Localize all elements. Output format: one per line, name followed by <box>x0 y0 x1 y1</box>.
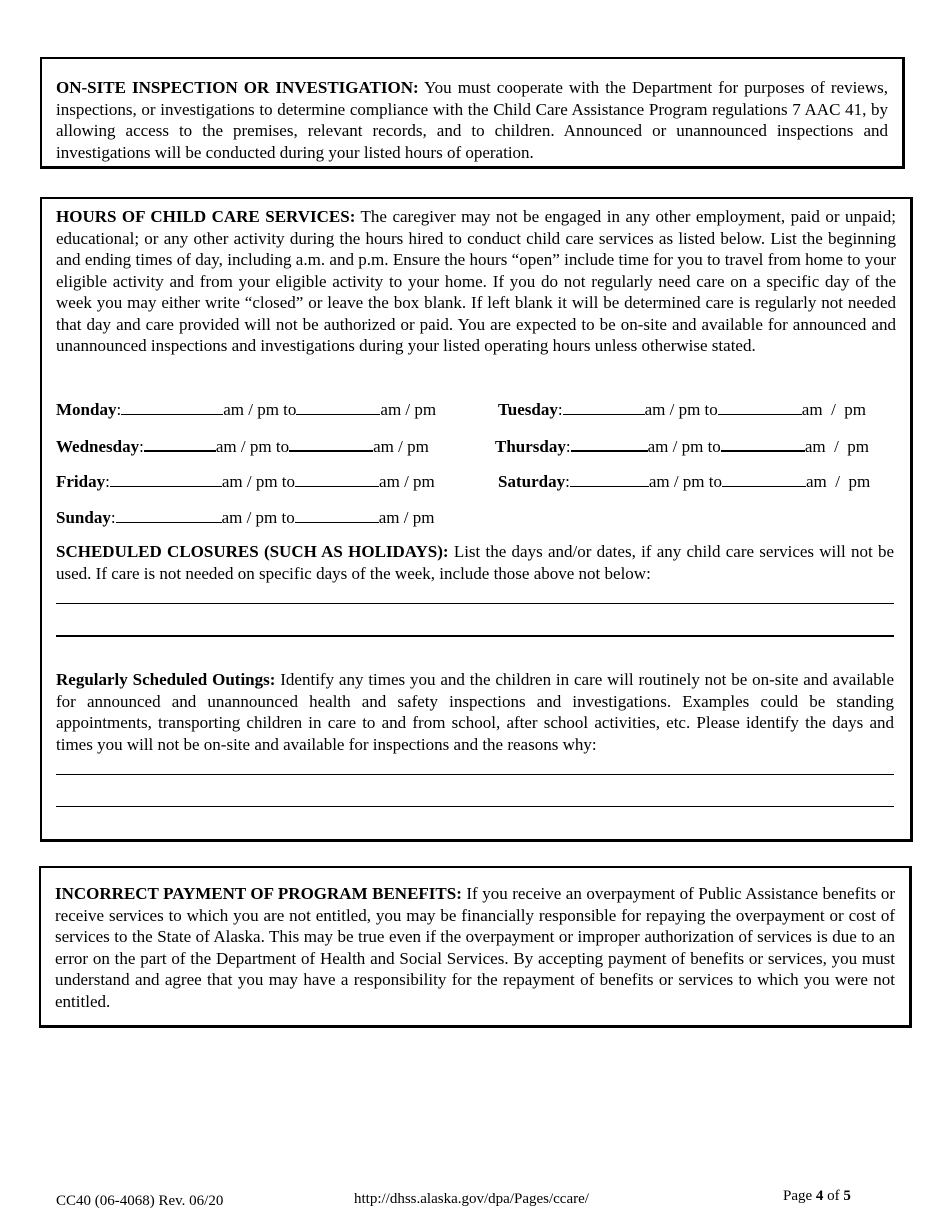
thursday-ampm: am / pm <box>804 437 870 456</box>
monday-ampm: am / pm <box>380 400 437 419</box>
inspection-section <box>40 57 905 169</box>
wednesday-row: Wednesday: am / pm to am / pm <box>56 434 429 456</box>
thursday-row: Thursday: am / pm to am / pm <box>495 434 869 456</box>
sunday-end-field[interactable] <box>295 506 379 523</box>
closures-line-1[interactable] <box>56 603 894 604</box>
sunday-ampm: am / pm <box>378 508 435 527</box>
monday-ampm-to: am / pm to <box>223 400 297 419</box>
outings-line-2[interactable] <box>56 806 894 807</box>
saturday-end-field[interactable] <box>722 470 806 487</box>
inspection-paragraph <box>56 77 888 163</box>
payment-body: If you receive an overpayment of Public Assistance benefits or receive services to which you are not entitled, you may be financially responsible for repaying the overpayment or cost of services to the State of Alaska. This may be true even if the overpayment or improper authorization of services is due to an error on the part of the Department of Health and Social Services. By accepting payment of benefits or services, you must understand and agree that you may have a responsibility for the repayment of benefits or services to which you were not entitled. <box>55 884 895 1011</box>
closures-line-2[interactable] <box>56 635 894 637</box>
monday-start-field[interactable] <box>121 398 223 415</box>
thursday-label: Thursday <box>495 437 566 456</box>
saturday-label: Saturday <box>498 472 566 491</box>
wednesday-start-field[interactable] <box>144 434 216 452</box>
friday-start-field[interactable] <box>110 470 222 487</box>
inspection-heading: ON-SITE INSPECTION OR INVESTIGATION: <box>56 78 419 97</box>
sunday-label: Sunday <box>56 508 111 527</box>
payment-paragraph <box>55 883 895 1012</box>
friday-ampm-to: am / pm to <box>221 472 296 491</box>
tuesday-row: Tuesday: am / pm to am / pm <box>498 400 867 419</box>
payment-heading: INCORRECT PAYMENT OF PROGRAM BENEFITS: <box>55 884 462 903</box>
closures-body: List the days and/or dates, if any child care services will not be used. If care is not needed on specific days of the week, include those above not below: <box>56 542 894 583</box>
tuesday-start-field[interactable] <box>563 398 645 415</box>
friday-end-field[interactable] <box>295 470 379 487</box>
outings-paragraph <box>56 669 894 755</box>
form-id: CC40 (06-4068) Rev. 06/20 <box>56 1193 224 1209</box>
page-total: 5 <box>843 1188 851 1204</box>
closures-heading: SCHEDULED CLOSURES (SUCH AS HOLIDAYS): <box>56 542 449 561</box>
wednesday-label: Wednesday <box>56 437 140 456</box>
thursday-start-field[interactable] <box>571 434 648 452</box>
outings-heading: Regularly Scheduled Outings: <box>56 670 276 689</box>
saturday-start-field[interactable] <box>570 470 649 487</box>
sunday-ampm-to: am / pm to <box>221 508 295 527</box>
closures-paragraph <box>56 541 894 584</box>
saturday-row: Saturday: am / pm to am / pm <box>498 472 871 491</box>
page-current: 4 <box>815 1188 824 1204</box>
hours-paragraph <box>56 206 896 357</box>
payment-section <box>39 866 912 1028</box>
hours-heading: HOURS OF CHILD CARE SERVICES: <box>56 207 356 226</box>
tuesday-label: Tuesday <box>498 400 558 419</box>
thursday-end-field[interactable] <box>721 434 805 452</box>
sunday-start-field[interactable] <box>116 506 222 523</box>
tuesday-ampm-to: am / pm to <box>644 400 718 419</box>
saturday-ampm-to: am / pm to <box>648 472 723 491</box>
monday-label: Monday <box>56 400 117 419</box>
tuesday-end-field[interactable] <box>718 398 802 415</box>
wednesday-ampm-to: am / pm to <box>215 437 290 456</box>
monday-end-field[interactable] <box>296 398 380 415</box>
hours-body: The caregiver may not be engaged in any other employment, paid or unpaid; educational; or any other activity during the hours hired to conduct child care services as listed below. List the beginning and ending times of day, including a.m. and p.m. Ensure the hours “open” include time for you to travel from home to your eligible activity and from your eligible activity to your home. If you do not regularly need care on a specific day of the week you may either write “closed” or leave the box blank. If left blank it will be determined care is regularly not needed that day and care provided will not be authorized or paid. You are expected to be on-site and available for announced and unannounced inspections and investigations during your listed operating hours unless otherwise stated. <box>56 207 896 355</box>
friday-label: Friday <box>56 472 106 491</box>
inspection-body: You must cooperate with the Department for purposes of reviews, inspections, or investigations to determine compliance with the Child Care Assistance Program regulations 7 AAC 41, by allowing access to the premises, relevant records, and to children. Announced or unannounced inspections and investigations will be conducted during your listed hours of operation. <box>56 78 888 162</box>
friday-ampm: am / pm <box>379 472 435 491</box>
tuesday-ampm: am / pm <box>801 400 867 419</box>
friday-row: Friday: am / pm to am / pm <box>56 472 435 491</box>
thursday-ampm-to: am / pm to <box>647 437 721 456</box>
wednesday-end-field[interactable] <box>289 434 373 452</box>
sunday-row: Sunday: am / pm to am / pm <box>56 508 435 527</box>
outings-line-1[interactable] <box>56 774 894 775</box>
monday-row: Monday: am / pm to am / pm <box>56 400 437 419</box>
page-number: Page 4 of 5 <box>783 1188 851 1204</box>
wednesday-ampm: am / pm <box>373 437 429 456</box>
outings-body: Identify any times you and the children in care will routinely not be on-site and available for announced and unannounced health and safety inspections and investigations. Examples could be standing appointments, transporting children in care to and from school, after school activities, etc. Please identify the days and times you will not be on-site and available for inspections and the reasons why: <box>56 670 895 754</box>
saturday-ampm: am / pm <box>806 472 871 491</box>
footer-url[interactable]: http://dhss.alaska.gov/dpa/Pages/ccare/ <box>354 1191 589 1207</box>
